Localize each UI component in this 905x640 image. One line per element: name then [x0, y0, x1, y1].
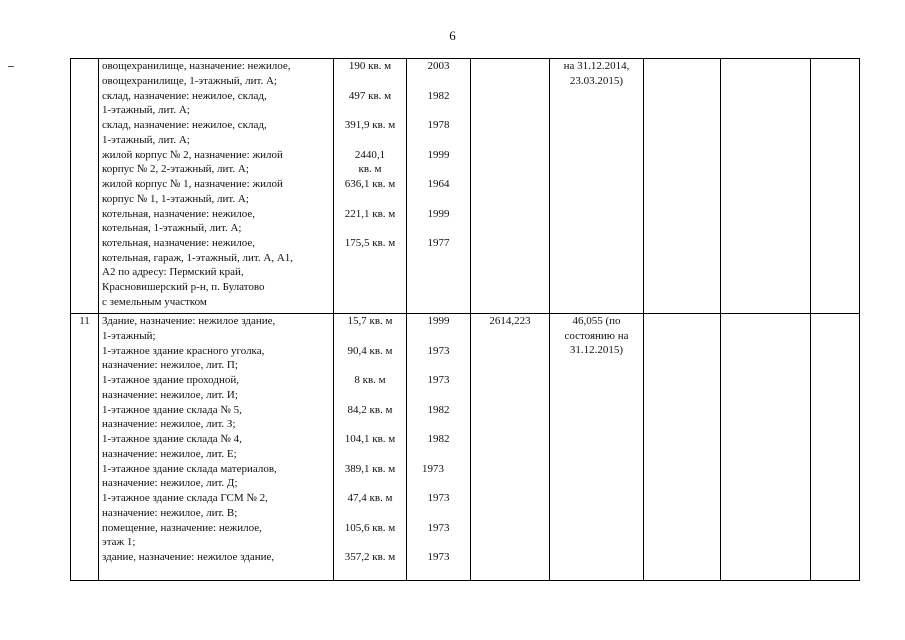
year-value: 1964 [427, 178, 450, 190]
area-value: 391,9 кв. м [344, 119, 396, 131]
year-value: 2003 [427, 60, 450, 72]
year-value: 1999 [427, 148, 450, 161]
year-value: 1973 [427, 344, 450, 357]
area-value: 190 кв. м [348, 60, 392, 72]
area-value: 8 кв. м [354, 374, 386, 386]
year-value: 1978 [427, 119, 450, 131]
object-description: склад, назначение: нежилое, склад, 1-этажный, лит. А; [102, 89, 267, 117]
object-description: 1-этажное здание склада материалов, назначение: нежилое, лит. Д; [102, 462, 277, 490]
value-cell: 2614,223 [471, 314, 550, 581]
object-description: котельная, назначение: нежилое, котельная, гараж, 1-этажный, лит. А, А1, А2 по адресу: Пермский край, Красновишерский р-н, п. Булатово с земельным участком [102, 237, 294, 308]
year-cell [407, 314, 471, 581]
year-value: 1982 [427, 433, 450, 445]
object-description: Здание, назначение: нежилое здание, 1-этажный; [102, 315, 276, 342]
object-description: жилой корпус № 2, назначение: жилой корпус № 2, 2-этажный, лит. А; [102, 148, 283, 176]
area-value: 90,4 кв. м [347, 344, 393, 357]
object-description-cell [99, 59, 334, 314]
empty-cell [721, 59, 811, 314]
empty-cell [644, 59, 721, 314]
object-description: 1-этажное здание склада № 5, назначение: нежилое, лит. З; [102, 403, 242, 431]
area-value: 357,2 кв. м [344, 551, 396, 563]
year-value: 1982 [427, 403, 450, 416]
cadastral-cell: 46,055 (по состоянию на 31.12.2015) [550, 314, 644, 581]
area-value: 104,1 кв. м [344, 433, 396, 445]
year-value: 1973 [427, 521, 450, 534]
year-value: 1973 [427, 551, 450, 563]
table-row [71, 314, 860, 581]
row-number: 11 [71, 314, 99, 581]
object-description: 1-этажное здание проходной, назначение: нежилое, лит. И; [102, 374, 239, 401]
object-description: 1-этажное здание склада ГСМ № 2, назначение: нежилое, лит. В; [102, 492, 268, 519]
object-description: здание, назначение: нежилое здание, [102, 551, 275, 563]
object-description: склад, назначение: нежилое, склад, 1-этажный, лит. А; [102, 119, 267, 146]
area-value: 389,1 кв. м [344, 462, 396, 475]
area-value: 497 кв. м [348, 89, 392, 102]
table-row [71, 59, 860, 314]
area-value: 47,4 кв. м [347, 492, 393, 504]
object-description-cell [99, 314, 334, 581]
empty-cell [644, 314, 721, 581]
empty-cell [811, 59, 860, 314]
area-value: 105,6 кв. м [344, 521, 396, 534]
page-number: 6 [449, 28, 456, 43]
year-value: 1973 [427, 492, 450, 504]
empty-cell [811, 314, 860, 581]
area-value: 221,1 кв. м [344, 207, 396, 220]
object-description: котельная, назначение: нежилое, котельная, 1-этажный, лит. А; [102, 207, 255, 235]
object-description: овощехранилище, назначение: нежилое, овощехранилище, 1-этажный, лит. А; [102, 60, 291, 87]
object-description: помещение, назначение: нежилое, этаж 1; [102, 521, 262, 549]
year-value: 1977 [427, 237, 450, 249]
object-description: 1-этажное здание красного уголка, назначение: нежилое, лит. П; [102, 344, 265, 372]
year-value: 1982 [427, 89, 450, 102]
empty-cell [721, 314, 811, 581]
year-value: 1999 [427, 315, 450, 327]
area-value: 84,2 кв. м [347, 403, 393, 416]
property-table [70, 58, 860, 581]
year-value: 1973 [427, 374, 450, 386]
area-cell [334, 59, 407, 314]
year-value: 1999 [427, 207, 450, 220]
area-value: 175,5 кв. м [344, 237, 396, 249]
cadastral-cell: на 31.12.2014, 23.03.2015) [550, 59, 644, 314]
year-value: 1973 [422, 462, 444, 475]
area-cell [334, 314, 407, 581]
area-value: 636,1 кв. м [344, 178, 396, 190]
object-description: жилой корпус № 1, назначение: жилой корпус № 1, 1-этажный, лит. А; [102, 178, 283, 205]
object-description: 1-этажное здание склада № 4, назначение: нежилое, лит. Е; [102, 433, 242, 460]
row-number [71, 59, 99, 314]
value-cell [471, 59, 550, 314]
margin-mark [8, 66, 14, 67]
area-value: 15,7 кв. м [347, 315, 393, 327]
area-value: 2440,1 кв. м [354, 148, 386, 176]
year-cell [407, 59, 471, 314]
